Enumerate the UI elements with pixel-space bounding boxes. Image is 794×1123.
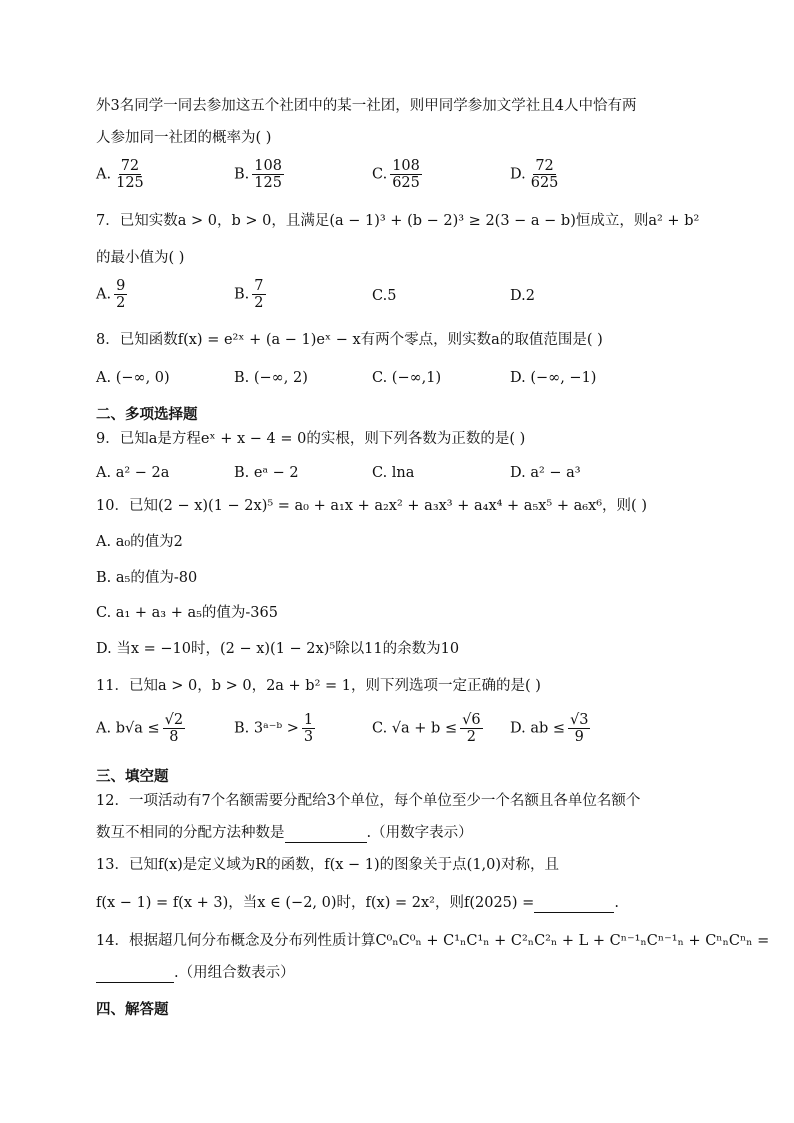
q11-option-b[interactable]: B. 3ᵃ⁻ᵇ > $\frac{1}{3}$ [234, 712, 314, 745]
q7-option-c[interactable]: C.5 [372, 288, 397, 304]
q12-line1: 12．一项活动有7个名额需要分配给3个单位，每个单位至少一个名额且各单位名额个 [96, 793, 641, 809]
q6-option-d[interactable]: D. $\frac{72}{625}$ [510, 158, 559, 191]
q9-line1: 9．已知a是方程eˣ + x − 4 = 0的实根，则下列各数为正数的是( ) [96, 431, 526, 447]
q6-option-b[interactable]: B. $\frac{108}{125}$ [234, 158, 282, 191]
q7-option-b[interactable]: B. $\frac{7}{2}$ [234, 278, 264, 311]
q10-option-b[interactable]: B. a₅的值为-80 [96, 570, 198, 586]
section-title-multiple-choice: 二、多项选择题 [96, 407, 198, 423]
q8-option-a[interactable]: A. (−∞, 0) [96, 370, 170, 386]
q8-line1: 8．已知函数f(x) = e²ˣ + (a − 1)eˣ − x有两个零点，则实数a的取值范围是( ) [96, 332, 603, 348]
q6-line2: 人参加同一社团的概率为( ) [96, 130, 272, 146]
q9-option-b[interactable]: B. eᵃ − 2 [234, 465, 299, 481]
q11-option-d[interactable]: D. ab ≤ $\frac{√3}{9}$ [510, 712, 589, 745]
q7-line2: 的最小值为( ) [96, 250, 185, 266]
answer-blank[interactable] [285, 826, 367, 843]
fraction: $\frac{√2}{8}$ [164, 712, 184, 745]
q11-option-a[interactable]: A. b√a ≤ $\frac{√2}{8}$ [96, 712, 184, 745]
q8-option-b[interactable]: B. (−∞, 2) [234, 370, 308, 386]
q7-option-d[interactable]: D.2 [510, 288, 535, 304]
q6-option-c[interactable]: C. $\frac{108}{625}$ [372, 158, 420, 191]
q13-line2: f(x − 1) = f(x + 3)，当x ∈ (−2, 0)时，f(x) = 2x²，则f(2025) = . [96, 895, 619, 911]
q8-option-d[interactable]: D. (−∞, −1) [510, 370, 597, 386]
answer-blank[interactable] [96, 966, 174, 983]
section-title-solutions: 四、解答题 [96, 1002, 169, 1018]
fraction: $\frac{108}{125}$ [254, 158, 282, 191]
q6-option-a[interactable]: A. $\frac{72}{125}$ [96, 158, 144, 191]
q12-line2: 数互不相同的分配方法种数是 .（用数字表示） [96, 825, 473, 841]
fraction: $\frac{1}{3}$ [303, 712, 314, 745]
q9-option-d[interactable]: D. a² − a³ [510, 465, 581, 481]
q10-option-d[interactable]: D. 当x = −10时，(2 − x)(1 − 2x)⁵除以11的余数为10 [96, 641, 460, 657]
q7-line1: 7．已知实数a > 0，b > 0，且满足(a − 1)³ + (b − 2)³ ≥ 2(3 − a − b)恒成立，则a² + b² [96, 213, 700, 229]
fraction: $\frac{7}{2}$ [254, 278, 264, 311]
fraction: $\frac{√3}{9}$ [570, 712, 589, 745]
q10-option-c[interactable]: C. a₁ + a₃ + a₅的值为-365 [96, 605, 278, 621]
fraction: $\frac{√6}{2}$ [462, 712, 481, 745]
q11-option-c[interactable]: C. √a + b ≤ $\frac{√6}{2}$ [372, 712, 481, 745]
section-title-fill-blank: 三、填空题 [96, 769, 169, 785]
q7-option-a[interactable]: A. $\frac{9}{2}$ [96, 278, 126, 311]
fraction: $\frac{72}{625}$ [530, 158, 559, 191]
q14-line2: .（用组合数表示） [96, 963, 295, 983]
q9-option-a[interactable]: A. a² − 2a [96, 465, 170, 481]
q11-line1: 11．已知a > 0，b > 0，2a + b² = 1，则下列选项一定正确的是( ) [96, 678, 541, 694]
q8-option-c[interactable]: C. (−∞,1) [372, 370, 442, 386]
q10-line1: 10．已知(2 − x)(1 − 2x)⁵ = a₀ + a₁x + a₂x² + a₃x³ + a₄x⁴ + a₅x⁵ + a₆x⁶，则( ) [96, 498, 647, 514]
fraction: $\frac{72}{125}$ [116, 158, 144, 191]
q14-line1: 14．根据超几何分布概念及分布列性质计算C⁰ₙC⁰ₙ + C¹ₙC¹ₙ + C²ₙC²ₙ + L + Cⁿ⁻¹ₙCⁿ⁻¹ₙ + CⁿₙCⁿₙ = [96, 933, 770, 949]
answer-blank[interactable] [534, 896, 614, 913]
q13-line1: 13．已知f(x)是定义域为R的函数，f(x − 1)的图象关于点(1,0)对称，且 [96, 857, 560, 873]
q9-option-c[interactable]: C. lna [372, 465, 415, 481]
fraction: $\frac{108}{625}$ [392, 158, 420, 191]
q6-line1: 外3名同学一同去参加这五个社团中的某一社团，则甲同学参加文学社且4人中恰有两 [96, 98, 637, 114]
fraction: $\frac{9}{2}$ [116, 278, 126, 311]
q10-option-a[interactable]: A. a₀的值为2 [96, 534, 183, 550]
